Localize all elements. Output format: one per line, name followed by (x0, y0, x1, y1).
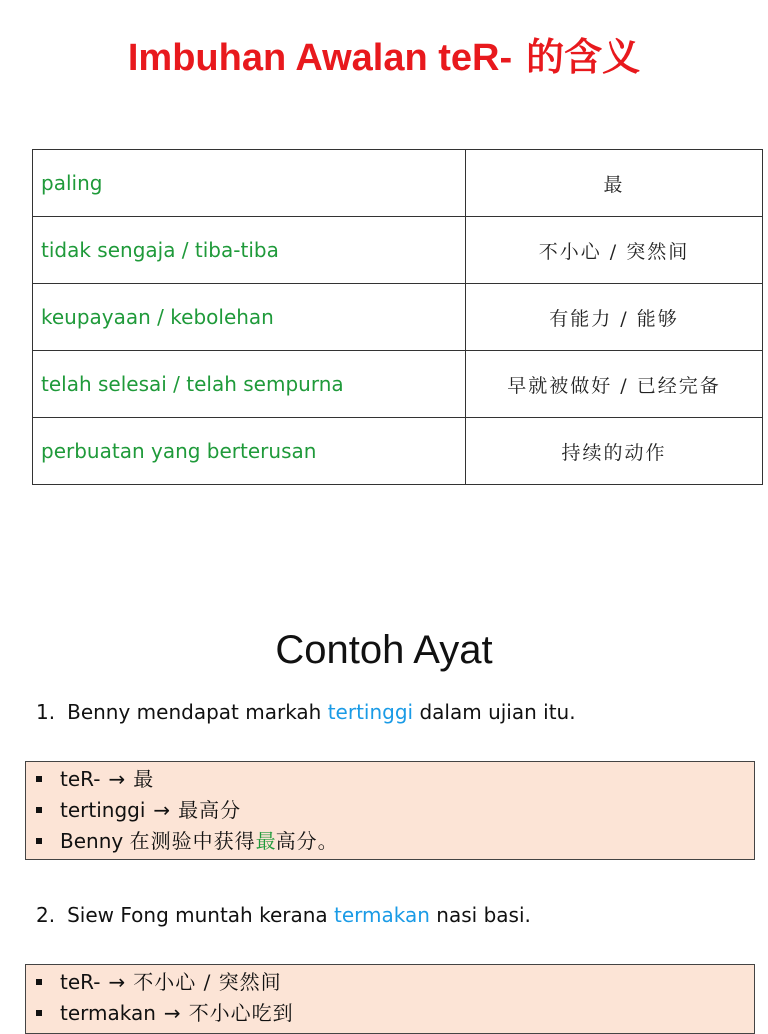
list-item (26, 998, 754, 1029)
meaning-table (32, 149, 763, 485)
example-number: 2. (36, 903, 56, 927)
chinese-meaning: 有能力 / 能够 (466, 284, 763, 351)
table-row (33, 418, 763, 485)
table-row (33, 351, 763, 418)
bullet-icon (36, 807, 42, 813)
table-row (33, 217, 763, 284)
chinese-meaning: 早就被做好 / 已经完备 (466, 351, 763, 418)
malay-meaning: tidak sengaja / tiba-tiba (33, 217, 466, 284)
chinese-meaning: 不小心 / 突然间 (466, 217, 763, 284)
chinese-translation: 最高分 (178, 798, 242, 822)
malay-meaning: telah selesai / telah sempurna (33, 351, 466, 418)
arrow-icon: → (108, 767, 126, 791)
example-sentence-2 (36, 903, 531, 927)
list-item (26, 826, 754, 857)
list-item (26, 967, 754, 998)
malay-meaning: keupayaan / kebolehan (33, 284, 466, 351)
example-number: 1. (36, 700, 56, 724)
arrow-icon: → (153, 798, 171, 822)
prefix-word: teR- (60, 767, 101, 791)
chinese-translation: 最 (133, 767, 155, 791)
table-row (33, 150, 763, 217)
chinese-sentence: 在测验中获得 (129, 829, 256, 853)
arrow-icon: → (108, 970, 126, 994)
highlighted-word: termakan (334, 903, 430, 927)
arrow-icon: → (163, 1001, 181, 1025)
chinese-meaning: 持续的动作 (466, 418, 763, 485)
example-sentence-1 (36, 700, 576, 724)
malay-meaning: perbuatan yang berterusan (33, 418, 466, 485)
bullet-icon (36, 838, 42, 844)
table-row (33, 284, 763, 351)
malay-meaning: paling (33, 150, 466, 217)
chinese-meaning: 最 (466, 150, 763, 217)
list-item (26, 795, 754, 826)
sentence-text: nasi basi. (429, 903, 531, 927)
highlighted-word: tertinggi (327, 700, 414, 724)
page-title (0, 26, 768, 81)
list-item (26, 764, 754, 795)
derived-word: tertinggi (60, 798, 146, 822)
section-heading: Contoh Ayat (275, 628, 493, 672)
chinese-highlight: 最 (255, 829, 276, 853)
title-text: Imbuhan Awalan teR- (127, 37, 513, 79)
explanation-box-1 (25, 761, 755, 860)
sentence-text: Siew Fong muntah kerana (67, 903, 335, 927)
bullet-icon (36, 776, 42, 782)
chinese-translation: 不小心吃到 (188, 1001, 294, 1025)
bullet-icon (36, 979, 42, 985)
bullet-icon (36, 1010, 42, 1016)
chinese-translation: 不小心 / 突然间 (133, 970, 282, 994)
chinese-sentence: 高分。 (275, 829, 339, 853)
prefix-word: teR- (60, 970, 101, 994)
derived-word: termakan (60, 1001, 156, 1025)
person-name: Benny (60, 829, 124, 853)
sentence-text: dalam ujian itu. (413, 700, 576, 724)
sentence-text: Benny mendapat markah (67, 700, 328, 724)
title-chinese: 的含义 (526, 35, 641, 79)
